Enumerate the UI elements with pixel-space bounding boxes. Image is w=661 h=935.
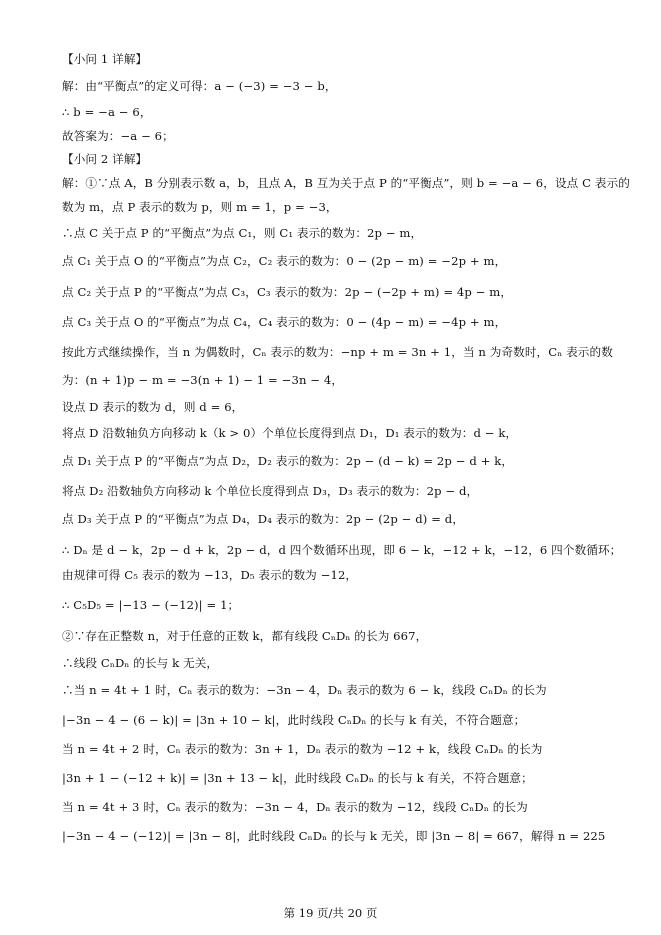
- solution-line: 由规律可得 C₅ 表示的数为 −13，D₅ 表示的数为 −12，: [62, 568, 358, 582]
- solution-line: |−3n − 4 − (−12)| = |3n − 8|，此时线段 CₙDₙ 的长与 k 无关，即 |3n − 8| = 667，解得 n = 225: [62, 829, 606, 843]
- solution-line: ∴线段 CₙDₙ 的长与 k 无关，: [62, 656, 219, 670]
- solution-line: 当 n = 4t + 2 时，Cₙ 表示的数为：3n + 1，Dₙ 表示的数为 −12 + k，线段 CₙDₙ 的长为: [62, 742, 543, 756]
- solution-line: 将点 D₂ 沿数轴负方向移动 k 个单位长度得到点 D₃，D₃ 表示的数为：2p − d，: [62, 484, 479, 498]
- solution-line: |3n + 1 − (−12 + k)| = |3n + 13 − k|，此时线段 CₙDₙ 的长与 k 有关，不符合题意；: [62, 771, 533, 785]
- solution-line: 点 D₃ 关于点 P 的“平衡点”为点 D₄，D₄ 表示的数为：2p − (2p − d) = d，: [62, 512, 465, 526]
- page-footer: 第 19 页/共 20 页: [283, 906, 378, 920]
- solution-line: 设点 D 表示的数为 d，则 d = 6，: [62, 400, 244, 414]
- solution-line: 点 C₁ 关于点 O 的“平衡点”为点 C₂，C₂ 表示的数为：0 − (2p − m) = −2p + m，: [62, 254, 507, 268]
- solution-line: ∴ C₅D₅ = |−13 − (−12)| = 1；: [62, 598, 240, 612]
- solution-line: ∴ Dₙ 是 d − k，2p − d + k，2p − d，d 四个数循环出现，即 6 − k，−12 + k，−12，6 四个数循环；: [62, 543, 622, 557]
- answer-line: 故答案为：−a − 6；: [62, 129, 174, 143]
- solution-line: 点 C₃ 关于点 O 的“平衡点”为点 C₄，C₄ 表示的数为：0 − (4p − m) = −4p + m，: [62, 315, 507, 329]
- solution-line: ∴当 n = 4t + 1 时，Cₙ 表示的数为：−3n − 4，Dₙ 表示的数为 6 − k，线段 CₙDₙ 的长为: [62, 683, 547, 697]
- solution-line: 当 n = 4t + 3 时，Cₙ 表示的数为：−3n − 4，Dₙ 表示的数为 −12，线段 CₙDₙ 的长为: [62, 800, 528, 814]
- solution-line: 按此方式继续操作，当 n 为偶数时，Cₙ 表示的数为：−np + m = 3n + 1，当 n 为奇数时，Cₙ 表示的数: [62, 345, 613, 359]
- solution-line: 点 D₁ 关于点 P 的“平衡点”为点 D₂，D₂ 表示的数为：2p − (d − k) = 2p − d + k，: [62, 454, 514, 468]
- solution-line: 解：①∵点 A，B 分别表示数 a，b，且点 A，B 互为关于点 P 的“平衡点”，则 b = −a − 6，设点 C 表示的: [62, 176, 630, 190]
- solution-line: |−3n − 4 − (6 − k)| = |3n + 10 − k|，此时线段 CₙDₙ 的长与 k 有关，不符合题意；: [62, 713, 526, 727]
- solution-line: 为：(n + 1)p − m = −3(n + 1) − 1 = −3n − 4，: [62, 373, 344, 387]
- solution-line: 解：由“平衡点”的定义可得：a − (−3) = −3 − b，: [62, 79, 337, 93]
- solution-line: 将点 D 沿数轴负方向移动 k（k > 0）个单位长度得到点 D₁，D₁ 表示的数为：d − k，: [62, 426, 518, 440]
- solution-line: 数为 m，点 P 表示的数为 p，则 m = 1，p = −3，: [62, 200, 338, 214]
- solution-line: ∴点 C 关于点 P 的“平衡点”为点 C₁，则 C₁ 表示的数为：2p − m，: [62, 226, 423, 240]
- solution-line: 点 C₂ 关于点 P 的“平衡点”为点 C₃，C₃ 表示的数为：2p − (−2p + m) = 4p − m，: [62, 285, 513, 299]
- solution-line: ∴ b = −a − 6，: [62, 105, 152, 119]
- section-heading-2: 【小问 2 详解】: [62, 152, 148, 166]
- section-heading-1: 【小问 1 详解】: [62, 52, 148, 66]
- solution-line: ②∵存在正整数 n，对于任意的正数 k，都有线段 CₙDₙ 的长为 667，: [62, 629, 428, 643]
